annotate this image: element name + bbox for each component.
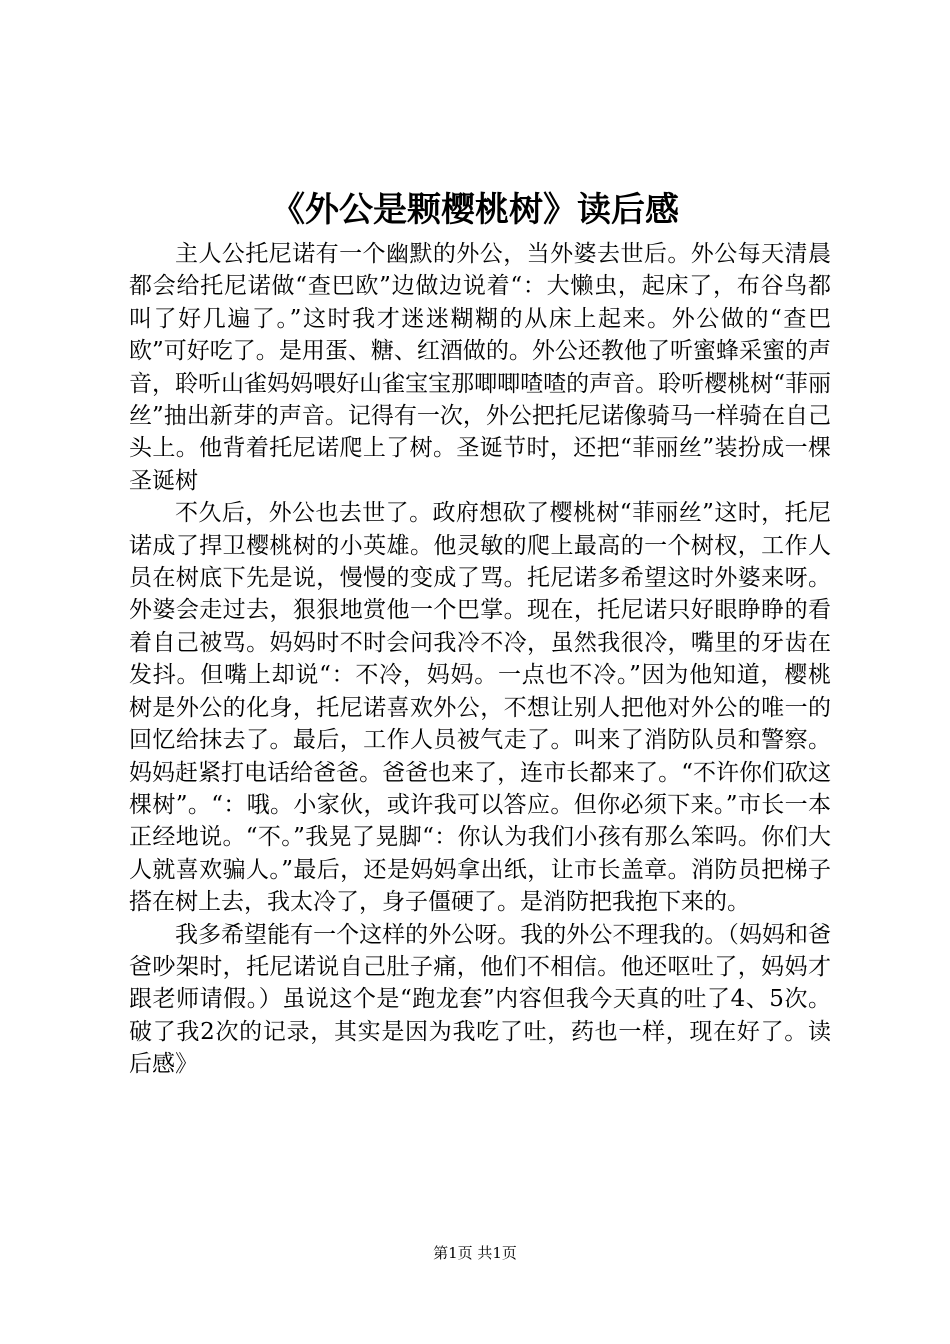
- document-title: 《外公是颗樱桃树》读后感: [271, 190, 679, 230]
- document-body: [129, 238, 831, 1081]
- paragraph-2: 不久后，外公也去世了。政府想砍了樱桃树“菲丽丝”这时，托尼诺成了捍卫樱桃树的小英雄。他灵敏的爬上最高的一个树杈，工作人员在树底下先是说，慢慢的变成了骂。托尼诺多希望这时外婆来呀。外婆会走过去，狠狠地赏他一个巴掌。现在，托尼诺只好眼睁睁的看着自己被骂。妈妈时不时会问我冷不冷，虽然我很冷，嘴里的牙齿在发抖。但嘴上却说“：不冷，妈妈。一点也不冷。”因为他知道，樱桃树是外公的化身，托尼诺喜欢外公，不想让别人把他对外公的唯一的回忆给抹去了。最后，工作人员被气走了。叫来了消防队员和警察。妈妈赶紧打电话给爸爸。爸爸也来了，连市长都来了。“不许你们砍这棵树”。“：哦。小家伙，或许我可以答应。但你必须下来。”市长一本正经地说。“不。”我晃了晃脚“：你认为我们小孩有那么笨吗。你们大人就喜欢骗人。”最后，还是妈妈拿出纸，让市长盖章。消防员把梯子搭在树上去，我太冷了，身子僵硬了。是消防把我抱下来的。: [129, 500, 831, 916]
- page-footer: 第1页 共1页: [433, 1244, 517, 1262]
- paragraph-3: 我多希望能有一个这样的外公呀。我的外公不理我的。（妈妈和爸爸吵架时，托尼诺说自己肚子痛，他们不相信。他还呕吐了，妈妈才跟老师请假。）虽说这个是“跑龙套”内容但我今天真的吐了4、5次。破了我2次的记录，其实是因为我吃了吐，药也一样，现在好了。读后感》: [129, 921, 831, 1078]
- paragraph-1: 主人公托尼诺有一个幽默的外公，当外婆去世后。外公每天清晨都会给托尼诺做“查巴欧”边做边说着“：大懒虫，起床了，布谷鸟都叫了好几遍了。”这时我才迷迷糊糊的从床上起来。外公做的“查巴欧”可好吃了。是用蛋、糖、红酒做的。外公还教他了听蜜蜂采蜜的声音，聆听山雀妈妈喂好山雀宝宝那唧唧喳喳的声音。聆听樱桃树“菲丽丝”抽出新芽的声音。记得有一次，外公把托尼诺像骑马一样骑在自己头上。他背着托尼诺爬上了树。圣诞节时，还把“菲丽丝”装扮成一棵圣诞树: [129, 241, 831, 494]
